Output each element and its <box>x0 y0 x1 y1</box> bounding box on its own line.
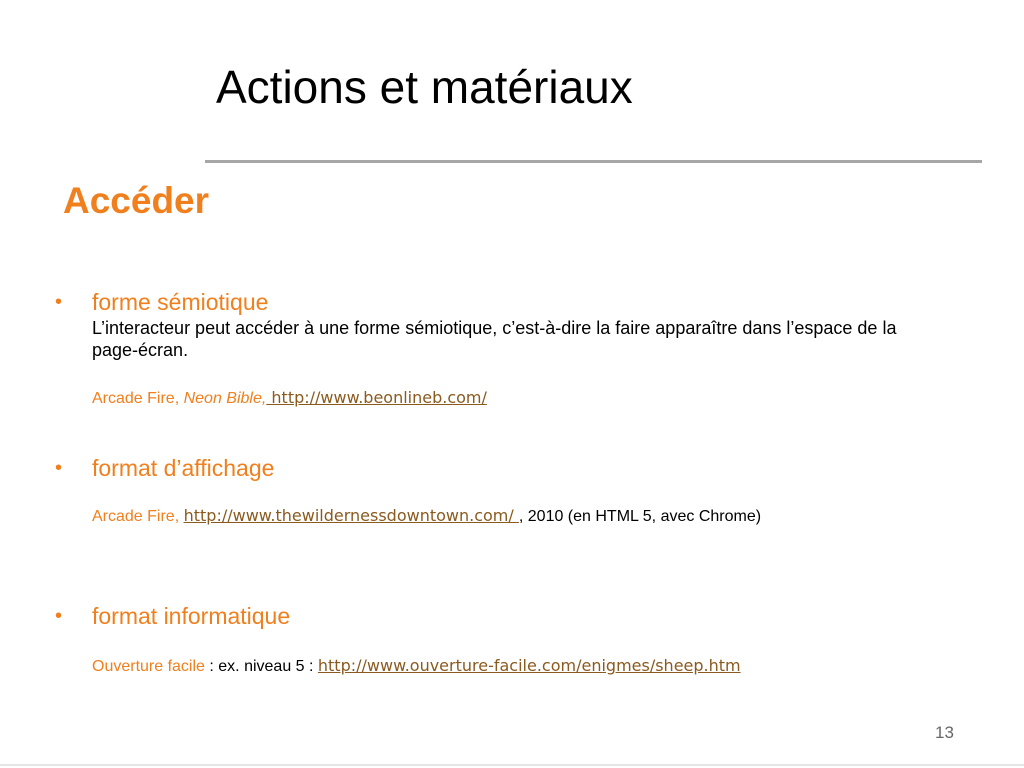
reference-link[interactable]: http://www.beonlineb.com/ <box>266 388 487 407</box>
reference-line <box>92 388 487 409</box>
reference-prefix: Arcade Fire, <box>92 390 184 407</box>
slide-title: Actions et matériaux <box>216 61 633 113</box>
slide-subtitle: Accéder <box>63 180 210 221</box>
bullet-dot: • <box>55 457 63 479</box>
reference-middle: : ex. niveau 5 : <box>204 658 318 675</box>
reference-line <box>92 656 741 677</box>
bullet-heading: format d’affichage <box>92 455 275 481</box>
bullet-dot: • <box>55 605 63 627</box>
bottom-divider <box>0 764 1024 766</box>
reference-link[interactable]: http://www.ouverture-facile.com/enigmes/sheep.htm <box>317 656 741 675</box>
reference-line <box>92 506 761 527</box>
bullet-heading: forme sémiotique <box>92 289 269 315</box>
title-divider <box>205 160 982 163</box>
reference-suffix: , 2010 (en HTML 5, avec Chrome) <box>518 508 762 525</box>
reference-prefix: Arcade Fire, <box>92 508 184 525</box>
reference-link[interactable]: http://www.thewildernessdowntown.com/ <box>183 506 519 525</box>
bullet-heading: format informatique <box>92 603 291 629</box>
bullet-body-text: L’interacteur peut accéder à une forme sémiotique, c’est-à-dire la faire apparaître dans l’espace de la page-écran. <box>92 318 897 360</box>
page-number: 13 <box>935 723 954 742</box>
bullet-dot: • <box>55 291 63 313</box>
reference-prefix: Ouverture facile <box>92 658 205 675</box>
reference-italic-title: Neon Bible, <box>183 390 267 407</box>
